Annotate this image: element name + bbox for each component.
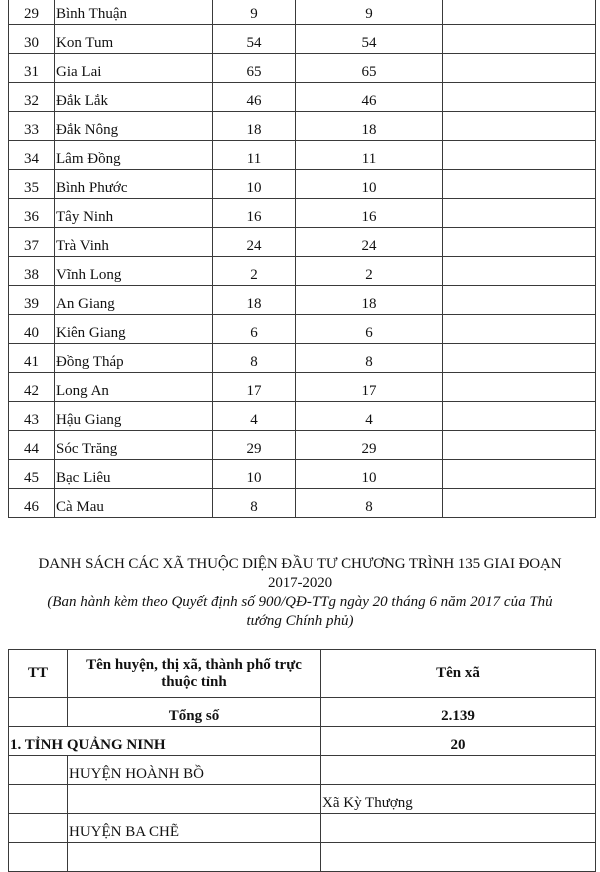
table-row [9, 756, 596, 785]
table-row [9, 344, 596, 373]
commune-cell [321, 814, 596, 843]
total-tt-cell [9, 698, 68, 727]
province-name-cell: Cà Mau [55, 489, 213, 518]
total-cell: 18 [213, 112, 296, 141]
header-district: Tên huyện, thị xã, thành phố trực thuộc tỉnh [68, 650, 321, 698]
province-name-cell: Kiên Giang [55, 315, 213, 344]
province-name-cell: Bình Thuận [55, 0, 213, 25]
note-cell [443, 344, 596, 373]
tt-cell [9, 843, 68, 872]
province-name-cell: Tây Ninh [55, 199, 213, 228]
note-cell [443, 228, 596, 257]
tt-cell: 33 [9, 112, 55, 141]
commune-count-cell: 10 [296, 170, 443, 199]
province-name-cell: Đắk Nông [55, 112, 213, 141]
table-row [9, 286, 596, 315]
total-cell: 11 [213, 141, 296, 170]
total-value: 2.139 [321, 698, 596, 727]
province-name-cell: Long An [55, 373, 213, 402]
tt-cell: 37 [9, 228, 55, 257]
commune-count-cell: 8 [296, 344, 443, 373]
commune-count-cell: 8 [296, 489, 443, 518]
table-row [9, 257, 596, 286]
commune-count-cell: 16 [296, 199, 443, 228]
commune-count-cell: 65 [296, 54, 443, 83]
total-cell: 4 [213, 402, 296, 431]
district-cell: HUYỆN HOÀNH BỒ [68, 756, 321, 785]
tt-cell: 46 [9, 489, 55, 518]
table-row [9, 460, 596, 489]
note-cell [443, 286, 596, 315]
table-row [9, 402, 596, 431]
province-name-cell: Lâm Đồng [55, 141, 213, 170]
total-cell: 8 [213, 344, 296, 373]
province-commune-count-table [8, 0, 596, 518]
table-row [9, 54, 596, 83]
district-cell: HUYỆN BA CHẼ [68, 814, 321, 843]
tt-cell [9, 785, 68, 814]
tt-cell [9, 814, 68, 843]
commune-cell [321, 756, 596, 785]
tt-cell: 30 [9, 25, 55, 54]
total-cell: 16 [213, 199, 296, 228]
province-name-cell: Đồng Tháp [55, 344, 213, 373]
note-cell [443, 0, 596, 25]
tt-cell: 29 [9, 0, 55, 25]
note-cell [443, 170, 596, 199]
commune-count-cell: 11 [296, 141, 443, 170]
commune-count-cell: 4 [296, 402, 443, 431]
note-cell [443, 25, 596, 54]
province-name-cell: Hậu Giang [55, 402, 213, 431]
tt-cell: 38 [9, 257, 55, 286]
commune-count-cell: 17 [296, 373, 443, 402]
table-row [9, 431, 596, 460]
document-heading [0, 555, 600, 631]
table-row [9, 83, 596, 112]
note-cell [443, 83, 596, 112]
note-cell [443, 489, 596, 518]
commune-count-cell: 10 [296, 460, 443, 489]
table-row [9, 228, 596, 257]
province-name-cell: Sóc Trăng [55, 431, 213, 460]
heading-title-line2: 2017-2020 [267, 575, 333, 591]
province-name-cell: Trà Vinh [55, 228, 213, 257]
table-row [9, 141, 596, 170]
note-cell [443, 199, 596, 228]
heading-title-line1: DANH SÁCH CÁC XÃ THUỘC DIỆN ĐẦU TƯ CHƯƠNG TRÌNH 135 GIAI ĐOẠN [38, 556, 562, 572]
district-cell [68, 785, 321, 814]
heading-subtitle-line2: tướng Chính phủ) [246, 613, 354, 629]
table-row [9, 25, 596, 54]
note-cell [443, 141, 596, 170]
province-row [9, 727, 596, 756]
commune-count-cell: 9 [296, 0, 443, 25]
province-name-cell: Vĩnh Long [55, 257, 213, 286]
table-row [9, 843, 596, 872]
heading-subtitle-line1: (Ban hành kèm theo Quyết định số 900/QĐ-TTg ngày 20 tháng 6 năm 2017 của Thủ [47, 594, 553, 610]
tt-cell: 31 [9, 54, 55, 83]
province-name-cell: Bình Phước [55, 170, 213, 199]
district-cell [68, 843, 321, 872]
total-cell: 6 [213, 315, 296, 344]
note-cell [443, 373, 596, 402]
tt-cell: 44 [9, 431, 55, 460]
province-name-cell: Đắk Lắk [55, 83, 213, 112]
note-cell [443, 431, 596, 460]
total-cell: 24 [213, 228, 296, 257]
province-name-cell: An Giang [55, 286, 213, 315]
table-row [9, 112, 596, 141]
tt-cell: 42 [9, 373, 55, 402]
tt-cell [9, 756, 68, 785]
table-row [9, 489, 596, 518]
table-row [9, 170, 596, 199]
total-label: Tổng số [68, 698, 321, 727]
table-header-row [9, 650, 596, 698]
commune-count-cell: 54 [296, 25, 443, 54]
note-cell [443, 460, 596, 489]
commune-count-cell: 6 [296, 315, 443, 344]
total-cell: 17 [213, 373, 296, 402]
note-cell [443, 315, 596, 344]
total-cell: 29 [213, 431, 296, 460]
table-row [9, 785, 596, 814]
commune-list-table [8, 649, 596, 872]
commune-count-cell: 18 [296, 286, 443, 315]
total-cell: 46 [213, 83, 296, 112]
commune-count-cell: 29 [296, 431, 443, 460]
commune-cell: Xã Kỳ Thượng [321, 785, 596, 814]
tt-cell: 43 [9, 402, 55, 431]
commune-cell [321, 843, 596, 872]
note-cell [443, 112, 596, 141]
tt-cell: 45 [9, 460, 55, 489]
province-label: 1. TỈNH QUẢNG NINH [9, 727, 321, 756]
tt-cell: 36 [9, 199, 55, 228]
tt-cell: 35 [9, 170, 55, 199]
table-row [9, 199, 596, 228]
total-cell: 10 [213, 170, 296, 199]
tt-cell: 40 [9, 315, 55, 344]
total-cell: 54 [213, 25, 296, 54]
tt-cell: 41 [9, 344, 55, 373]
total-cell: 8 [213, 489, 296, 518]
commune-count-cell: 46 [296, 83, 443, 112]
note-cell [443, 402, 596, 431]
province-value: 20 [321, 727, 596, 756]
tt-cell: 39 [9, 286, 55, 315]
header-tt: TT [9, 650, 68, 698]
note-cell [443, 257, 596, 286]
note-cell [443, 54, 596, 83]
commune-count-cell: 24 [296, 228, 443, 257]
total-cell: 18 [213, 286, 296, 315]
district-rows [9, 756, 596, 872]
total-row [9, 698, 596, 727]
province-table-body [9, 0, 596, 518]
total-cell: 10 [213, 460, 296, 489]
total-cell: 9 [213, 0, 296, 25]
total-cell: 2 [213, 257, 296, 286]
table-row [9, 373, 596, 402]
province-name-cell: Kon Tum [55, 25, 213, 54]
table-row [9, 814, 596, 843]
table-row [9, 315, 596, 344]
commune-count-cell: 18 [296, 112, 443, 141]
tt-cell: 34 [9, 141, 55, 170]
province-name-cell: Bạc Liêu [55, 460, 213, 489]
commune-count-cell: 2 [296, 257, 443, 286]
total-cell: 65 [213, 54, 296, 83]
tt-cell: 32 [9, 83, 55, 112]
table-row [9, 0, 596, 25]
header-commune: Tên xã [321, 650, 596, 698]
province-name-cell: Gia Lai [55, 54, 213, 83]
